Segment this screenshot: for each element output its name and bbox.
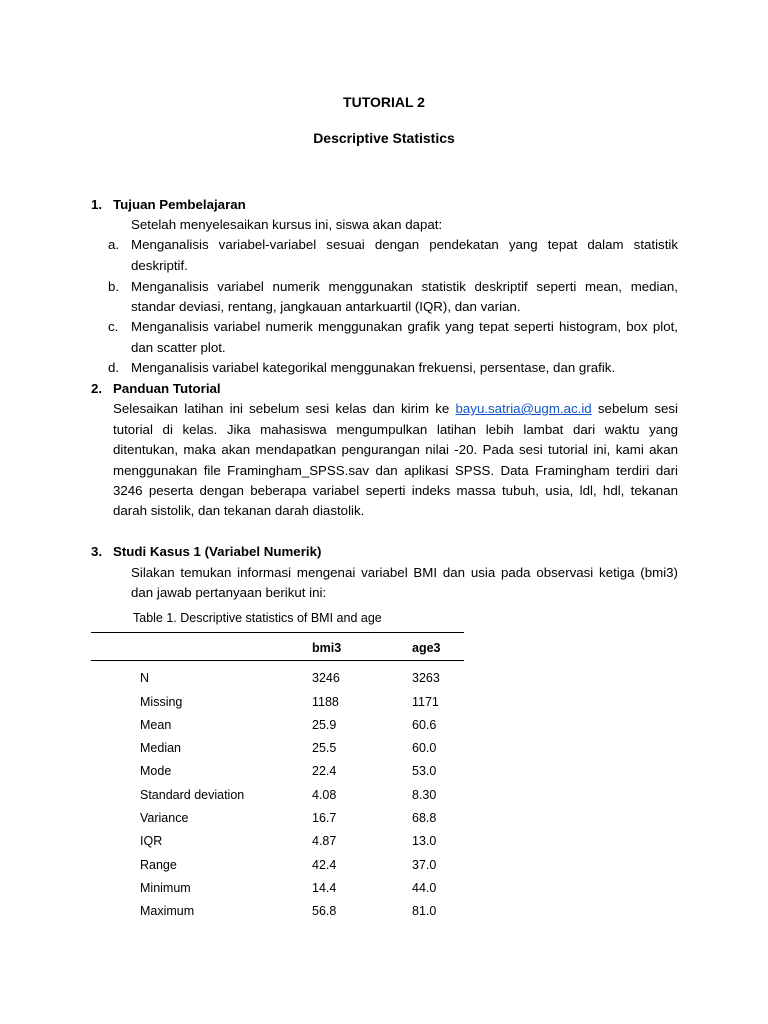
list-item-line: dan scatter plot. bbox=[131, 340, 226, 355]
table-row-label: Median bbox=[140, 741, 181, 755]
table-cell: 81.0 bbox=[412, 904, 437, 918]
table-cell: 25.5 bbox=[312, 741, 337, 755]
table-cell: 22.4 bbox=[312, 764, 337, 778]
table-row-label: Mode bbox=[140, 764, 172, 778]
table-row-label: Range bbox=[140, 858, 177, 872]
list-item-marker: a. bbox=[108, 237, 120, 252]
document-title: TUTORIAL 2 bbox=[343, 94, 425, 110]
list-item-line: Menganalisis variabel numerik menggunakan grafik yang tepat seperti histogram, box plot, bbox=[131, 319, 678, 334]
table-cell: 3246 bbox=[312, 671, 340, 685]
table-cell: 53.0 bbox=[412, 764, 437, 778]
list-item-line: Menganalisis variabel kategorikal menggunakan frekuensi, persentase, dan grafik. bbox=[131, 360, 616, 375]
section1-heading: Tujuan Pembelajaran bbox=[113, 197, 246, 212]
table-cell: 60.6 bbox=[412, 718, 437, 732]
table-cell: 16.7 bbox=[312, 811, 337, 825]
table-cell: 25.9 bbox=[312, 718, 337, 732]
section2-heading: Panduan Tutorial bbox=[113, 381, 221, 396]
table-header-rule bbox=[91, 660, 464, 661]
list-item-line: deskriptif. bbox=[131, 258, 188, 273]
table-row-label: IQR bbox=[140, 834, 163, 848]
section1-intro: Setelah menyelesaikan kursus ini, siswa akan dapat: bbox=[131, 217, 443, 232]
table-row-label: Mean bbox=[140, 718, 172, 732]
email-link[interactable]: bayu.satria@ugm.ac.id bbox=[455, 401, 592, 416]
section2-paragraph-line: darah sistolik, dan tekanan darah diastolik. bbox=[113, 503, 365, 518]
table-cell: 42.4 bbox=[312, 858, 337, 872]
section3-number: 3. bbox=[91, 544, 103, 559]
table-row-label: Maximum bbox=[140, 904, 195, 918]
section1-number: 1. bbox=[91, 197, 103, 212]
table-cell: 14.4 bbox=[312, 881, 337, 895]
table-cell: 1171 bbox=[412, 695, 439, 709]
table-cell: 4.08 bbox=[312, 788, 337, 802]
section3-heading: Studi Kasus 1 (Variabel Numerik) bbox=[113, 544, 322, 559]
table-cell: 60.0 bbox=[412, 741, 437, 755]
table-header-age3: age3 bbox=[412, 641, 441, 655]
section2-paragraph-line: menggunakan file Framingham_SPSS.sav dan aplikasi SPSS. Data Framingham terdiri dari bbox=[113, 463, 678, 478]
table-cell: 44.0 bbox=[412, 881, 437, 895]
table-cell: 56.8 bbox=[312, 904, 337, 918]
table-row-label: Minimum bbox=[140, 881, 191, 895]
document-subtitle: Descriptive Statistics bbox=[313, 130, 455, 146]
table-cell: 8.30 bbox=[412, 788, 437, 802]
list-item-line: Menganalisis variabel numerik menggunakan statistik deskriptif seperti mean, median, bbox=[131, 279, 678, 294]
table-cell: 1188 bbox=[312, 695, 339, 709]
table-row-label: N bbox=[140, 671, 150, 685]
section3-paragraph-line: dan jawab pertanyaan berikut ini: bbox=[131, 585, 327, 600]
table-cell: 68.8 bbox=[412, 811, 437, 825]
table-top-rule bbox=[91, 632, 464, 633]
list-item-marker: d. bbox=[108, 360, 120, 375]
section2-paragraph-line: 3246 peserta dengan beberapa variabel seperti indeks massa tubuh, usia, ldl, hdl, tekanan bbox=[113, 483, 678, 498]
list-item-marker: b. bbox=[108, 279, 120, 294]
table-row-label: Standard deviation bbox=[140, 788, 245, 802]
section2-paragraph-line: ditentukan, maka akan mendapatkan pengurangan nilai -20. Pada sesi tutorial ini, kami akan bbox=[113, 442, 678, 457]
table-header-bmi3: bmi3 bbox=[312, 641, 342, 655]
table-cell: 37.0 bbox=[412, 858, 437, 872]
list-item-line: standar deviasi, rentang, jangkauan antarkuartil (IQR), dan varian. bbox=[131, 299, 521, 314]
list-item-line: Menganalisis variabel-variabel sesuai dengan pendekatan yang tepat dalam statistik bbox=[131, 237, 678, 252]
section2-paragraph-line: tutorial di kelas. Jika mahasiswa mengumpulkan latihan lebih lambat dari waktu yang bbox=[113, 422, 678, 437]
section3-paragraph-line: Silakan temukan informasi mengenai variabel BMI dan usia pada observasi ketiga (bmi3) bbox=[131, 565, 678, 580]
section2-number: 2. bbox=[91, 381, 103, 396]
list-item-marker: c. bbox=[108, 319, 119, 334]
table-caption: Table 1. Descriptive statistics of BMI and age bbox=[133, 611, 382, 625]
table-cell: 3263 bbox=[412, 671, 440, 685]
table-row-label: Missing bbox=[140, 695, 183, 709]
table-cell: 13.0 bbox=[412, 834, 437, 848]
table-cell: 4.87 bbox=[312, 834, 337, 848]
section2-paragraph-line bbox=[113, 399, 678, 419]
paragraph-text: Selesaikan latihan ini sebelum sesi kelas dan kirim ke bbox=[113, 401, 450, 416]
table-row-label: Variance bbox=[140, 811, 189, 825]
paragraph-text: sebelum sesi bbox=[597, 401, 679, 416]
